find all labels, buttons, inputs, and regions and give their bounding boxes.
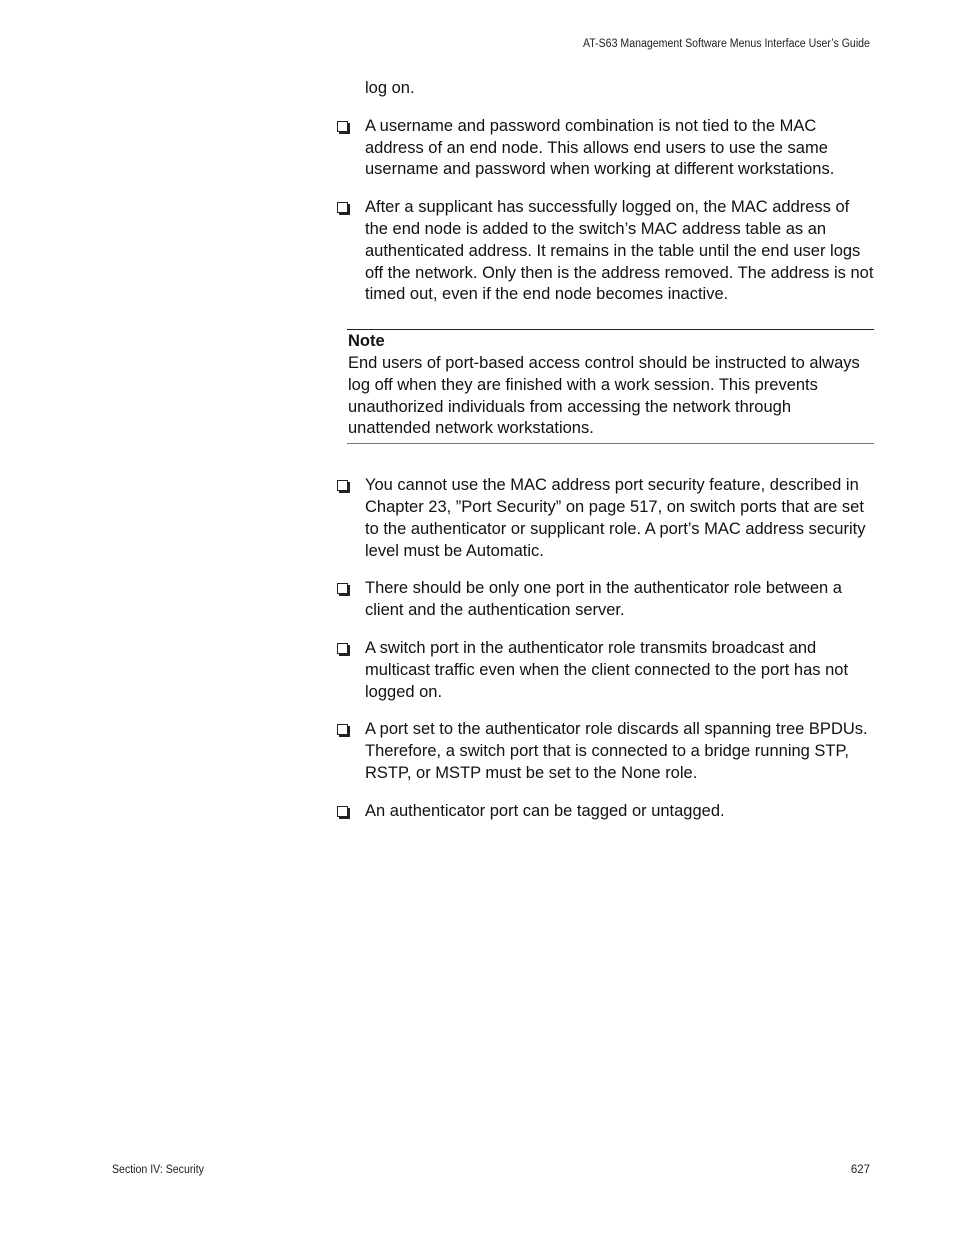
checkbox-bullet-icon <box>337 806 348 817</box>
checkbox-bullet-icon <box>337 643 348 654</box>
list-item-text: An authenticator port can be tagged or untagged. <box>365 801 725 820</box>
checkbox-bullet-icon <box>337 480 348 491</box>
note-text: End users of port-based access control should be instructed to always log off when they are finished with a work session. This prevents unauthorized individuals from accessing the network through unattended network workstations. <box>348 353 860 438</box>
list-item-text: A switch port in the authenticator role transmits broadcast and multicast traffic even when the client connected to the port has not logged on. <box>365 638 849 701</box>
running-header: AT-S63 Management Software Menus Interface User’s Guide <box>583 38 870 50</box>
list-item <box>336 801 874 823</box>
checkbox-bullet-icon <box>337 583 348 594</box>
list-item-text: A port set to the authenticator role discards all spanning tree BPDUs. Therefore, a switch port that is connected to a bridge running STP, RSTP, or MSTP must be set to the None role. <box>365 720 868 782</box>
page-content <box>336 78 874 839</box>
list-item <box>336 638 874 703</box>
list-item-text: After a supplicant has successfully logged on, the MAC address of the end node is added to the switch’s MAC address table as an authenticated address. It remains in the table until the end user logs off the network. Only then is the address removed. The address is not timed out, even if the end node becomes inactive. <box>365 198 874 304</box>
checkbox-bullet-icon <box>337 121 348 132</box>
checkbox-bullet-icon <box>337 724 348 735</box>
list-item-text: You cannot use the MAC address port security feature, described in Chapter 23, ”Port Security” on page 517, on switch ports that are set to the authenticator or supplicant role. A port’s MAC address security level must be Automatic. <box>365 476 866 560</box>
checkbox-bullet-icon <box>337 202 348 213</box>
list-item <box>336 719 874 784</box>
note-title: Note <box>348 332 385 351</box>
footer-section: Section IV: Security <box>112 1164 204 1176</box>
continuation-text: log on. <box>365 79 415 97</box>
list-item-text: A username and password combination is not tied to the MAC address of an end node. This allows end users to use the same username and password when working at different workstations. <box>365 116 835 179</box>
list-item <box>336 116 874 181</box>
footer-page-number: 627 <box>850 1164 870 1176</box>
list-item-text: There should be only one port in the authenticator role between a client and the authentication server. <box>365 579 842 620</box>
list-item <box>336 197 874 306</box>
list-item <box>336 475 874 562</box>
list-item <box>336 578 874 622</box>
note-box <box>347 329 874 444</box>
